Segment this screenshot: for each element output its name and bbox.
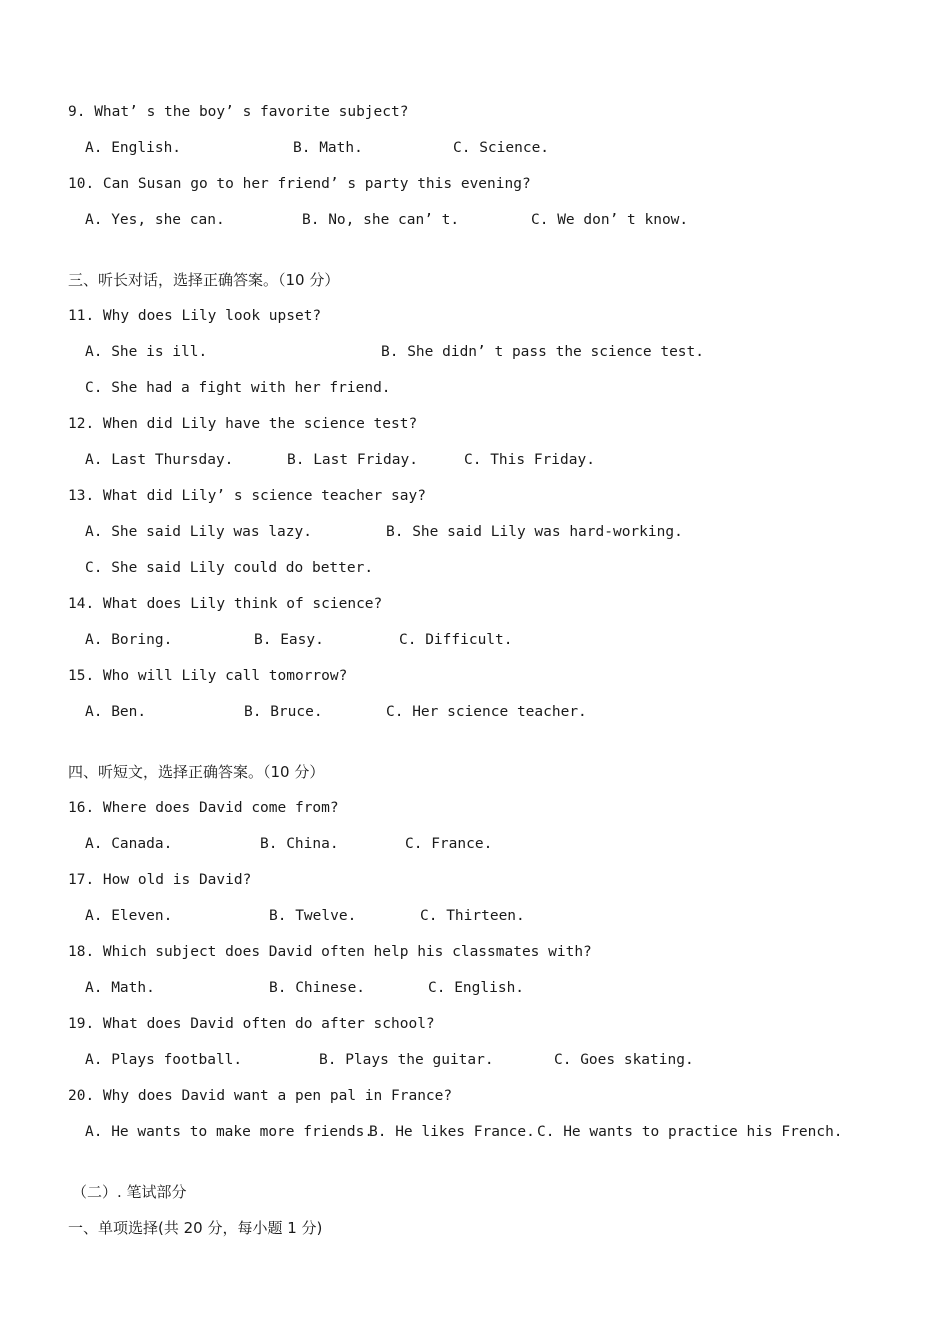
option-a: A. She said Lily was lazy. — [85, 524, 312, 540]
question-20: 20. Why does David want a pen pal in France? — [68, 1088, 453, 1104]
option-b: B. She said Lily was hard-working. — [386, 524, 683, 540]
option-a: A. She is ill. — [85, 344, 208, 360]
option-a: A. Eleven. — [85, 908, 173, 924]
part-2-section-1-title: 一、单项选择(共 20 分，每小题 1 分) — [68, 1219, 323, 1237]
option-a: A. He wants to make more friends. — [85, 1124, 374, 1140]
option-b: B. He likes France. — [369, 1124, 535, 1140]
section-4-title: 四、听短文，选择正确答案。（10 分） — [68, 763, 325, 781]
question-10: 10. Can Susan go to her friend’ s party this evening? — [68, 176, 531, 192]
option-b: B. Twelve. — [269, 908, 357, 924]
option-a: A. Plays football. — [85, 1052, 243, 1068]
option-b: B. Plays the guitar. — [319, 1052, 494, 1068]
section-3-title: 三、听长对话，选择正确答案。（10 分） — [68, 271, 340, 289]
option-c: C. We don’ t know. — [531, 212, 689, 228]
question-11: 11. Why does Lily look upset? — [68, 308, 322, 324]
option-a: A. Ben. — [85, 704, 147, 720]
option-b: B. She didn’ t pass the science test. — [381, 344, 705, 360]
option-b: B. China. — [260, 836, 339, 852]
option-a: A. Boring. — [85, 632, 173, 648]
option-c: C. Goes skating. — [554, 1052, 694, 1068]
question-18: 18. Which subject does David often help his classmates with? — [68, 944, 592, 960]
option-c: C. France. — [405, 836, 493, 852]
option-c: C. She said Lily could do better. — [85, 560, 374, 576]
option-a: A. Math. — [85, 980, 155, 996]
question-19: 19. What does David often do after school? — [68, 1016, 435, 1032]
question-13: 13. What did Lily’ s science teacher say? — [68, 488, 426, 504]
question-16: 16. Where does David come from? — [68, 800, 339, 816]
question-9: 9. What’ s the boy’ s favorite subject? — [68, 104, 409, 120]
question-14: 14. What does Lily think of science? — [68, 596, 383, 612]
option-a: A. Canada. — [85, 836, 173, 852]
option-a: A. English. — [85, 140, 182, 156]
question-12: 12. When did Lily have the science test? — [68, 416, 418, 432]
part-2-title: （二）. 笔试部分 — [72, 1183, 187, 1201]
option-b: B. Last Friday. — [287, 452, 418, 468]
option-c: C. Her science teacher. — [386, 704, 587, 720]
option-c: C. English. — [428, 980, 525, 996]
option-b: B. Bruce. — [244, 704, 323, 720]
option-c: C. Science. — [453, 140, 550, 156]
option-b: B. No, she can’ t. — [302, 212, 460, 228]
option-c: C. Thirteen. — [420, 908, 525, 924]
option-b: B. Chinese. — [269, 980, 366, 996]
question-17: 17. How old is David? — [68, 872, 252, 888]
option-a: A. Last Thursday. — [85, 452, 234, 468]
option-c: C. He wants to practice his French. — [537, 1124, 843, 1140]
option-c: C. She had a fight with her friend. — [85, 380, 391, 396]
option-c: C. This Friday. — [464, 452, 595, 468]
option-a: A. Yes, she can. — [85, 212, 225, 228]
option-b: B. Math. — [293, 140, 363, 156]
option-b: B. Easy. — [254, 632, 324, 648]
option-c: C. Difficult. — [399, 632, 513, 648]
question-15: 15. Who will Lily call tomorrow? — [68, 668, 348, 684]
